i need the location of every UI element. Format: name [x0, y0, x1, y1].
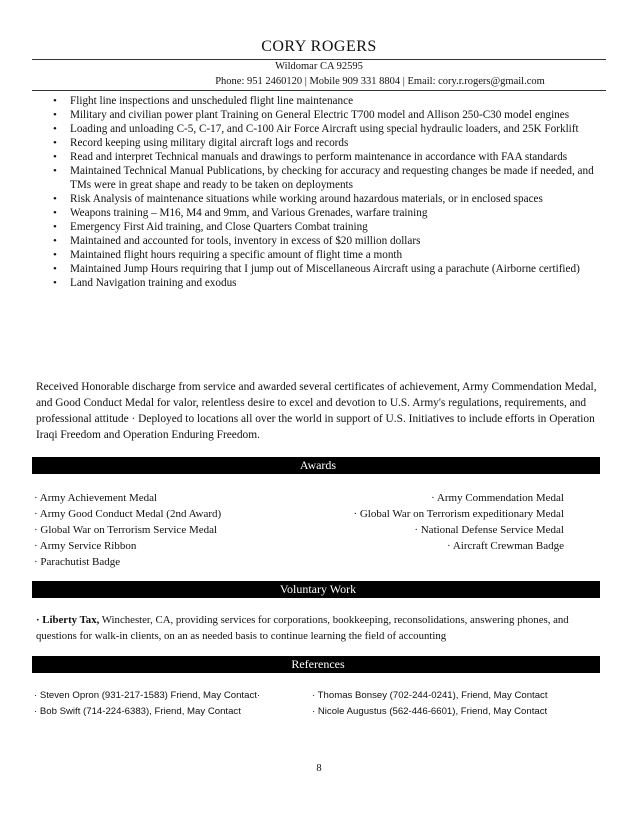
award-item: · Army Service Ribbon [34, 540, 137, 552]
page-number: 8 [316, 763, 322, 774]
awards-heading: Awards [299, 458, 337, 472]
bullet-dot-icon: • [53, 193, 57, 205]
award-item: · National Defense Service Medal [414, 524, 564, 536]
service-summary: Received Honorable discharge from service and awarded several certificates of achievement, Army Commendation Medal, and Good Conduct Medal for valor, relentless desire to excel and devotion to U.S. Army's regulations, requirements, and professional attitude · Deployed to locations all over the world in support of U.S. Initiatives to include efforts in Operation Iraqi Freedom and Operation Enduring Freedom. [36, 381, 597, 441]
candidate-contact: Phone: 951 2460120 | Mobile 909 331 8804 | Email: cory.r.rogers@gmail.com [215, 76, 545, 87]
experience-bullet-item [53, 262, 596, 276]
experience-bullet-text: Read and interpret Technical manuals and drawings to perform maintenance in accordance with FAA standards [70, 151, 568, 163]
experience-bullet-text: Maintained Jump Hours requiring that I jump out of Miscellaneous Aircraft using a parachute (Airborne certified) [70, 263, 580, 275]
experience-bullet-item [53, 108, 596, 122]
bullet-dot-icon: • [53, 249, 57, 261]
bullet-dot-icon: • [53, 277, 57, 289]
references-header-bar [32, 656, 604, 673]
voluntary-heading: Voluntary Work [279, 582, 357, 596]
experience-bullet-text: Loading and unloading C-5, C-17, and C-100 Air Force Aircraft using special hydraulic loaders, and 25K Forklift [70, 123, 579, 135]
bullet-dot-icon: • [53, 235, 57, 247]
candidate-location: Wildomar CA 92595 [275, 61, 363, 72]
experience-bullet-item [53, 276, 596, 290]
voluntary-org: · Liberty Tax, [36, 614, 100, 626]
experience-bullet-item [53, 94, 596, 108]
experience-bullet-text: Land Navigation training and exodus [70, 277, 237, 289]
voluntary-header-bar [32, 581, 604, 598]
header-rule-top [32, 59, 606, 60]
voluntary-entry [36, 612, 606, 644]
award-item: · Army Good Conduct Medal (2nd Award) [34, 508, 222, 520]
experience-bullet-item [53, 206, 596, 220]
bullet-dot-icon: • [53, 137, 57, 149]
reference-item: · Thomas Bonsey (702-244-0241), Friend, May Contact [312, 690, 548, 701]
bullet-dot-icon: • [53, 207, 57, 219]
candidate-name: CORY ROGERS [261, 38, 377, 55]
voluntary-description: Winchester, CA, providing services for corporations, bookkeeping, reconsolidations, answering phones, and questions for walk-in clients, on an as needed basis to continue learning the field of accounting [36, 614, 569, 642]
header-rule-bottom [32, 90, 606, 91]
experience-bullet-text: Maintained and accounted for tools, inventory in excess of $20 million dollars [70, 235, 421, 247]
experience-bullet-text: Weapons training – M16, M4 and 9mm, and Various Grenades, warfare training [70, 207, 428, 219]
experience-bullet-text: Maintained Technical Manual Publications, by checking for accuracy and requesting changes be made if needed, and TMs were in great shape and ready to be taken on deployments [70, 165, 594, 191]
experience-bullet-text: Emergency First Aid training, and Close Quarters Combat training [70, 221, 368, 233]
award-item: · Aircraft Crewman Badge [447, 540, 564, 552]
experience-bullet-item [53, 234, 596, 248]
experience-bullet-text: Flight line inspections and unscheduled flight line maintenance [70, 95, 354, 107]
experience-bullet-item [53, 192, 596, 206]
experience-bullet-item [53, 248, 596, 262]
bullet-dot-icon: • [53, 151, 57, 163]
experience-bullet-item [53, 150, 596, 164]
experience-bullet-text: Maintained flight hours requiring a specific amount of flight time a month [70, 249, 403, 261]
experience-bullets [53, 94, 596, 290]
award-item: · Global War on Terrorism Service Medal [34, 524, 218, 536]
award-item: · Army Commendation Medal [431, 492, 564, 504]
experience-bullet-text: Risk Analysis of maintenance situations while working around hazardous materials, or in enclosed spaces [70, 193, 543, 205]
experience-bullet-item [53, 164, 596, 192]
award-item: · Parachutist Badge [34, 556, 121, 568]
experience-bullet-text: Military and civilian power plant Training on General Electric T700 model and Allison 250-C30 model engines [70, 109, 570, 121]
experience-bullet-item [53, 220, 596, 234]
award-item: · Global War on Terrorism expeditionary Medal [353, 508, 564, 520]
bullet-dot-icon: • [53, 123, 57, 135]
bullet-dot-icon: • [53, 95, 57, 107]
reference-item: · Bob Swift (714-224-6383), Friend, May Contact [34, 706, 241, 717]
bullet-dot-icon: • [53, 221, 57, 233]
bullet-dot-icon: • [53, 165, 57, 177]
experience-bullet-item [53, 136, 596, 150]
award-item: · Army Achievement Medal [34, 492, 158, 504]
experience-bullet-text: Record keeping using military digital aircraft logs and records [70, 137, 349, 149]
reference-item: · Nicole Augustus (562-446-6601), Friend, May Contact [312, 706, 548, 717]
experience-bullet-item [53, 122, 596, 136]
awards-header-bar [32, 457, 604, 474]
bullet-dot-icon: • [53, 109, 57, 121]
references-heading: References [291, 657, 345, 671]
bullet-dot-icon: • [53, 263, 57, 275]
reference-item: · Steven Opron (931-217-1583) Friend, May Contact· [34, 690, 261, 701]
